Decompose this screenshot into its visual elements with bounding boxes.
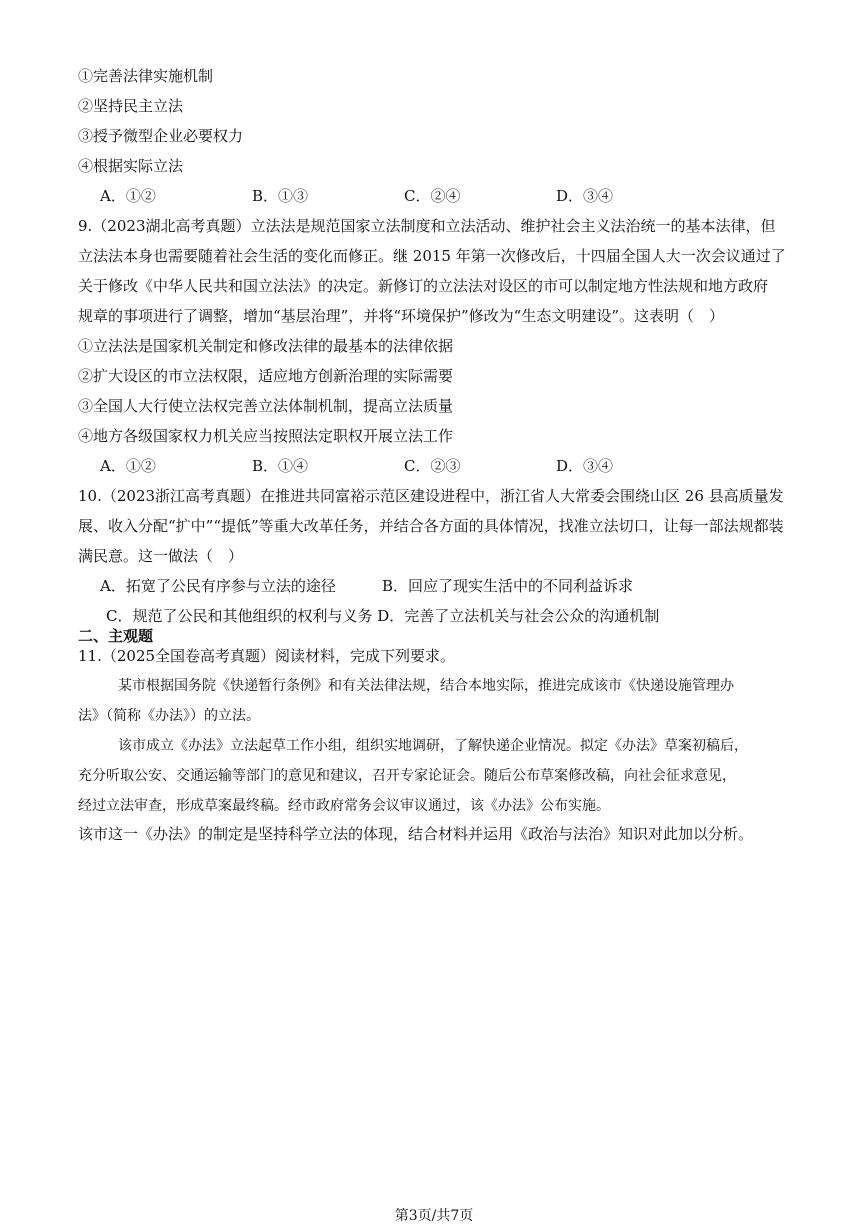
q11-material-line-2: 法》（简称《办法》）的立法。 <box>78 708 260 724</box>
q10-option-a: A．拓宽了公民有序参与立法的途径 <box>100 577 336 595</box>
q10-stem-line-3: 满民意。这一做法（ ） <box>78 547 244 565</box>
q9-option-d: D．③④ <box>556 457 614 475</box>
q8-item-2: ②坚持民主立法 <box>78 97 184 115</box>
q9-option-a: A．①② <box>100 457 156 475</box>
q8-item-1: ①完善法律实施机制 <box>78 67 214 85</box>
q9-stem-line-3: 关于修改《中华人民共和国立法法》的决定。新修订的立法法对设区的市可以制定地方性法规和地方政府 <box>78 277 769 295</box>
q9-option-c: C．②③ <box>404 457 461 475</box>
q9-options <box>100 456 613 476</box>
q8-item-4: ④根据实际立法 <box>78 157 184 175</box>
q10-stem-line-1: 10.（2023浙江高考真题）在推进共同富裕示范区建设进程中，浙江省人大常委会围绕山区 26 县高质量发 <box>78 487 784 505</box>
q9-item-3: ③全国人大行使立法权完善立法体制机制，提高立法质量 <box>78 397 454 415</box>
q8-option-d: D．③④ <box>556 187 614 205</box>
q8-options <box>100 186 613 206</box>
q9-option-b: B．①④ <box>252 457 309 475</box>
q9-item-1: ①立法法是国家机关制定和修改法律的最基本的法律依据 <box>78 337 454 355</box>
q8-option-a: A．①② <box>100 187 156 205</box>
q11-material-line-3: 该市成立《办法》立法起草工作小组，组织实地调研，了解快递企业情况。拟定《办法》草案初稿后， <box>118 738 748 754</box>
q9-stem-line-4: 规章的事项进行了调整，增加“基层治理”，并将“环境保护”修改为“生态文明建设”。这表明（ ） <box>78 307 725 325</box>
q8-option-c: C．②④ <box>404 187 461 205</box>
q11-stem: 11.（2025全国卷高考真题）阅读材料，完成下列要求。 <box>78 647 456 665</box>
q10-option-cd: C．规范了公民和其他组织的权利与义务 D．完善了立法机关与社会公众的沟通机制 <box>106 607 660 625</box>
q9-item-2: ②扩大设区的市立法权限，适应地方创新治理的实际需要 <box>78 367 454 385</box>
q10-stem-line-2: 展、收入分配“扩中”“提低”等重大改革任务，并结合各方面的具体情况，找准立法切口，让每一部法规都装 <box>78 517 784 535</box>
q11-material-line-4: 充分听取公安、交通运输等部门的意见和建议，召开专家论证会。随后公布草案修改稿，向社会征求意见， <box>78 768 736 784</box>
q8-option-b: B．①③ <box>252 187 309 205</box>
q9-item-4: ④地方各级国家权力机关应当按照法定职权开展立法工作 <box>78 427 454 445</box>
q9-stem-line-2: 立法法本身也需要随着社会生活的变化而修正。继 2015 年第一次修改后，十四届全国人大一次会议通过了 <box>78 247 786 265</box>
q11-material-line-1: 某市根据国务院《快递暂行条例》和有关法律法规，结合本地实际，推进完成该市《快递设施管理办 <box>118 678 734 694</box>
page-footer: 第3页/共7页 <box>394 1208 474 1224</box>
q9-stem-line-1: 9.（2023湖北高考真题）立法法是规范国家立法制度和立法活动、维护社会主义法治统一的基本法律，但 <box>78 217 776 235</box>
q10-option-b: B．回应了现实生活中的不同利益诉求 <box>382 577 634 595</box>
q8-item-3: ③授予微型企业必要权力 <box>78 127 244 145</box>
section-title: 二、主观题 <box>78 627 154 645</box>
q10-options-ab <box>100 576 633 596</box>
q11-question: 该市这一《办法》的制定是坚持科学立法的体现，结合材料并运用《政治与法治》知识对此加以分析。 <box>78 825 754 843</box>
q11-material-line-5: 经过立法审查，形成草案最终稿。经市政府常务会议审议通过，该《办法》公布实施。 <box>78 798 610 814</box>
